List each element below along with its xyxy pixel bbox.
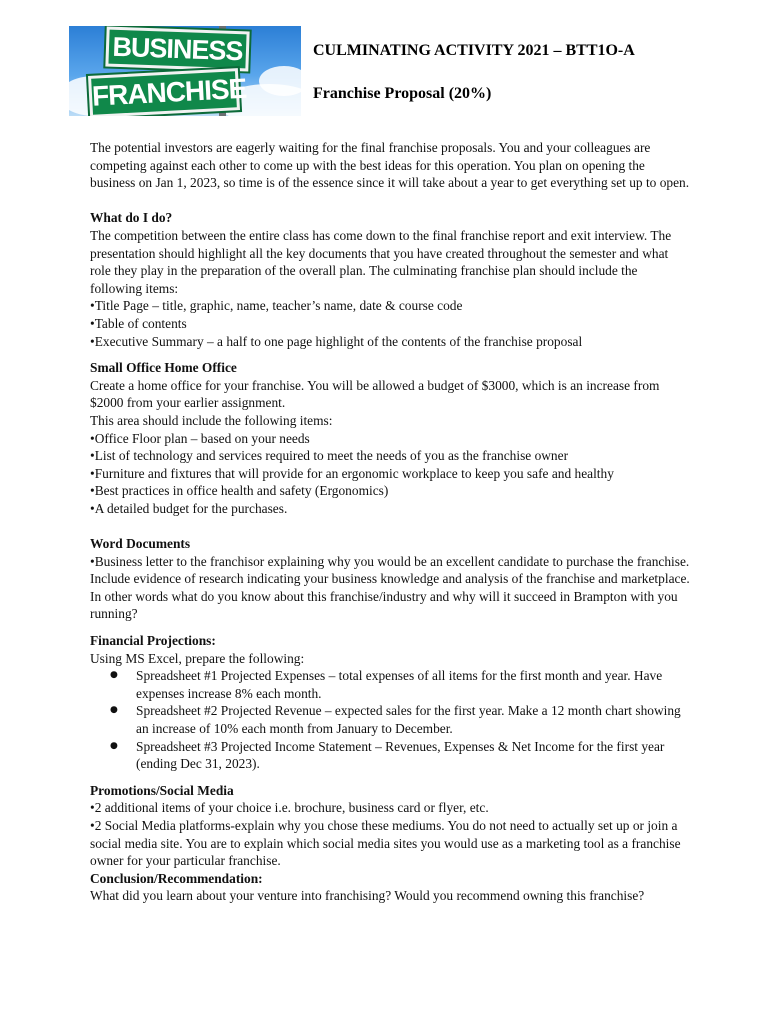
document-subtitle: Franchise Proposal (20%) <box>313 85 492 102</box>
financial-heading: Financial Projections: <box>90 633 216 649</box>
conclusion-paragraph: What did you learn about your venture into franchising? Would you recommend owning this franchise? <box>90 888 645 904</box>
document-body <box>90 139 690 905</box>
conclusion-heading: Conclusion/Recommendation: <box>90 870 263 886</box>
intro-paragraph: The potential investors are eagerly waiting for the final franchise proposals. You and your colleagues are competing against each other to come up with the best ideas for this operation. You plan on opening the business on Jan 1, 2023, so time is of the essence since it will take about a year to get everything set up to open. <box>90 140 690 191</box>
financial-list <box>90 667 690 773</box>
promo-heading: Promotions/Social Media <box>90 782 234 798</box>
list-item: ● Spreadsheet #2 Projected Revenue – expected sales for the first year. Make a 12 month chart showing an increase of 10% each month from January to December. <box>136 702 690 737</box>
street-sign-franchise: FRANCHISE <box>88 68 240 116</box>
list-item: •A detailed budget for the purchases. <box>90 500 288 516</box>
word-heading: Word Documents <box>90 536 191 552</box>
list-item: •Title Page – title, graphic, name, teacher’s name, date & course code <box>90 298 463 314</box>
office-paragraph: Create a home office for your franchise. You will be allowed a budget of $3000, which is an increase from $2000 from your earlier assignment. <box>90 377 660 411</box>
street-sign-business: BUSINESS <box>105 27 249 72</box>
list-item: •Furniture and fixtures that will provide for an ergonomic workplace to keep you safe and healthy <box>90 465 614 481</box>
list-item: •2 additional items of your choice i.e. brochure, business card or flyer, etc. <box>90 800 489 816</box>
office-lead: This area should include the following items: <box>90 412 333 428</box>
list-item: ● Spreadsheet #3 Projected Income Statement – Revenues, Expenses & Net Income for the first year (ending Dec 31, 2023). <box>136 738 690 773</box>
financial-lead: Using MS Excel, prepare the following: <box>90 650 305 666</box>
list-item: •Table of contents <box>90 315 187 331</box>
list-item: •Best practices in office health and safety (Ergonomics) <box>90 483 389 499</box>
list-item: ● Spreadsheet #1 Projected Expenses – total expenses of all items for the first month and year. Have expenses increase 8% each month. <box>136 667 690 702</box>
list-item: •Executive Summary – a half to one page highlight of the contents of the franchise proposal <box>90 333 583 349</box>
list-item: •List of technology and services required to meet the needs of you as the franchise owner <box>90 448 569 464</box>
document-title: CULMINATING ACTIVITY 2021 – BTT1O-A <box>313 42 635 59</box>
what-paragraph: The competition between the entire class has come down to the final franchise report and exit interview. The presentation should highlight all the key documents that you have created throughout the semester and what role they play in the preparation of the overall plan. The culminating franchise plan should include the following items: <box>90 227 672 296</box>
office-heading: Small Office Home Office <box>90 360 237 376</box>
list-item: •2 Social Media platforms-explain why you chose these mediums. You do not need to actually set up or join a social media site. You are to explain which social media sites you would use as a marketing tool as a franchise owner for your particular franchise. <box>90 817 681 869</box>
what-heading: What do I do? <box>90 210 173 226</box>
word-paragraph: •Business letter to the franchisor explaining why you would be an excellent candidate to purchase the franchise. Include evidence of research indicating your business knowledge and analysis of the franchise and marketplace. In other words what do you know about this franchise/industry and why will it succeed in Brampton with you running? <box>90 553 690 622</box>
list-item: •Office Floor plan – based on your needs <box>90 430 310 446</box>
business-franchise-banner-image <box>69 26 301 116</box>
